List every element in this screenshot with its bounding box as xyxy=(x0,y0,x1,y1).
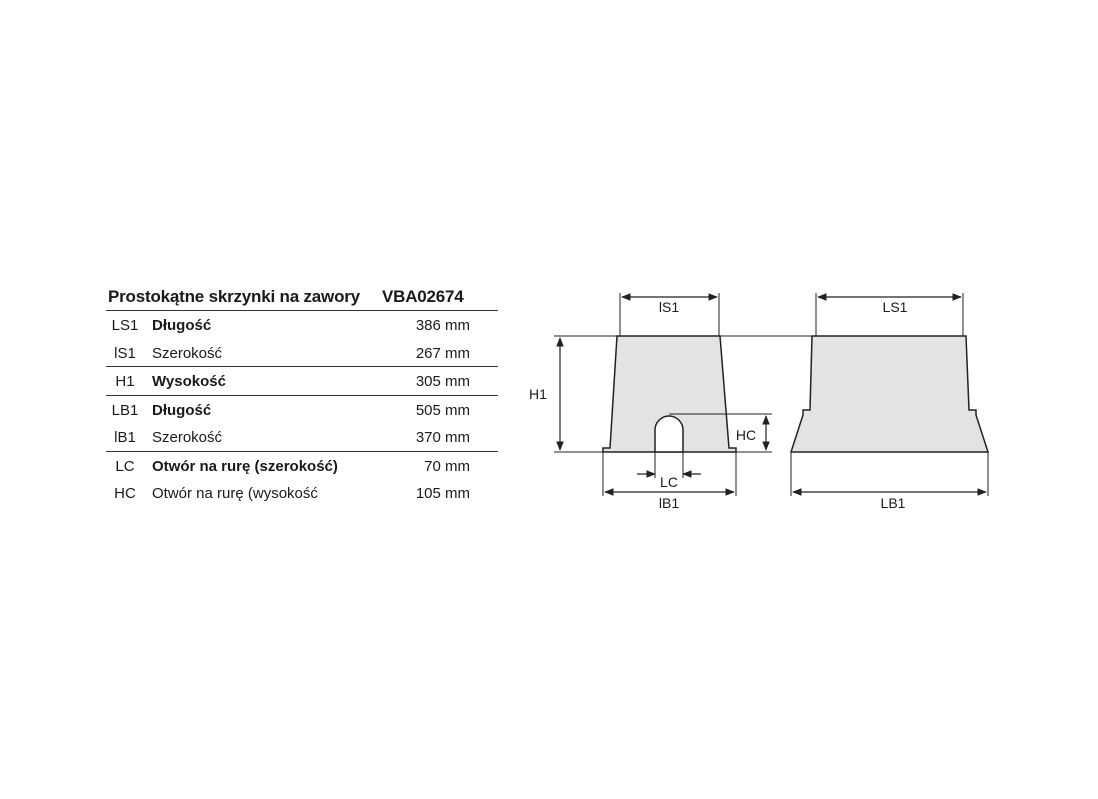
row-value: 505 mm xyxy=(415,401,470,419)
row-value: 386 mm xyxy=(415,317,470,334)
row-code: lB1 xyxy=(114,429,136,446)
row-name: Szerokość xyxy=(152,344,223,362)
row-value: 105 mm xyxy=(415,485,470,502)
row-code: LS1 xyxy=(111,317,139,334)
row-value: 267 mm xyxy=(415,344,470,362)
row-code: LB1 xyxy=(111,401,139,419)
row-code: lS1 xyxy=(114,344,136,362)
row-name: Wysokość xyxy=(152,373,226,390)
row-name: Długość xyxy=(152,401,212,419)
row-code: HC xyxy=(114,485,136,502)
row-name: Długość xyxy=(152,317,212,334)
label-lc: LC xyxy=(660,474,678,490)
pipe-opening xyxy=(655,416,683,452)
row-name: Otwór na rurę (wysokość xyxy=(152,485,318,502)
row-code: H1 xyxy=(115,373,135,390)
row-name: Otwór na rurę (szerokość) xyxy=(152,457,338,475)
label-ls1-large: LS1 xyxy=(882,299,908,315)
label-lb1-large: LB1 xyxy=(880,495,906,511)
label-ls1-small: lS1 xyxy=(658,299,680,315)
row-value: 70 mm xyxy=(424,457,470,475)
label-h1: H1 xyxy=(529,386,547,402)
label-hc: HC xyxy=(735,427,757,443)
row-name: Szerokość xyxy=(152,429,223,446)
spec-code: VBA02674 xyxy=(382,287,464,306)
large-box-body xyxy=(791,336,988,452)
row-value: 305 mm xyxy=(415,373,470,390)
row-value: 370 mm xyxy=(415,429,470,446)
row-code: LC xyxy=(115,457,135,475)
spec-title: Prostokątne skrzynki na zawory xyxy=(108,287,360,306)
label-lb1-small: lB1 xyxy=(658,495,680,511)
